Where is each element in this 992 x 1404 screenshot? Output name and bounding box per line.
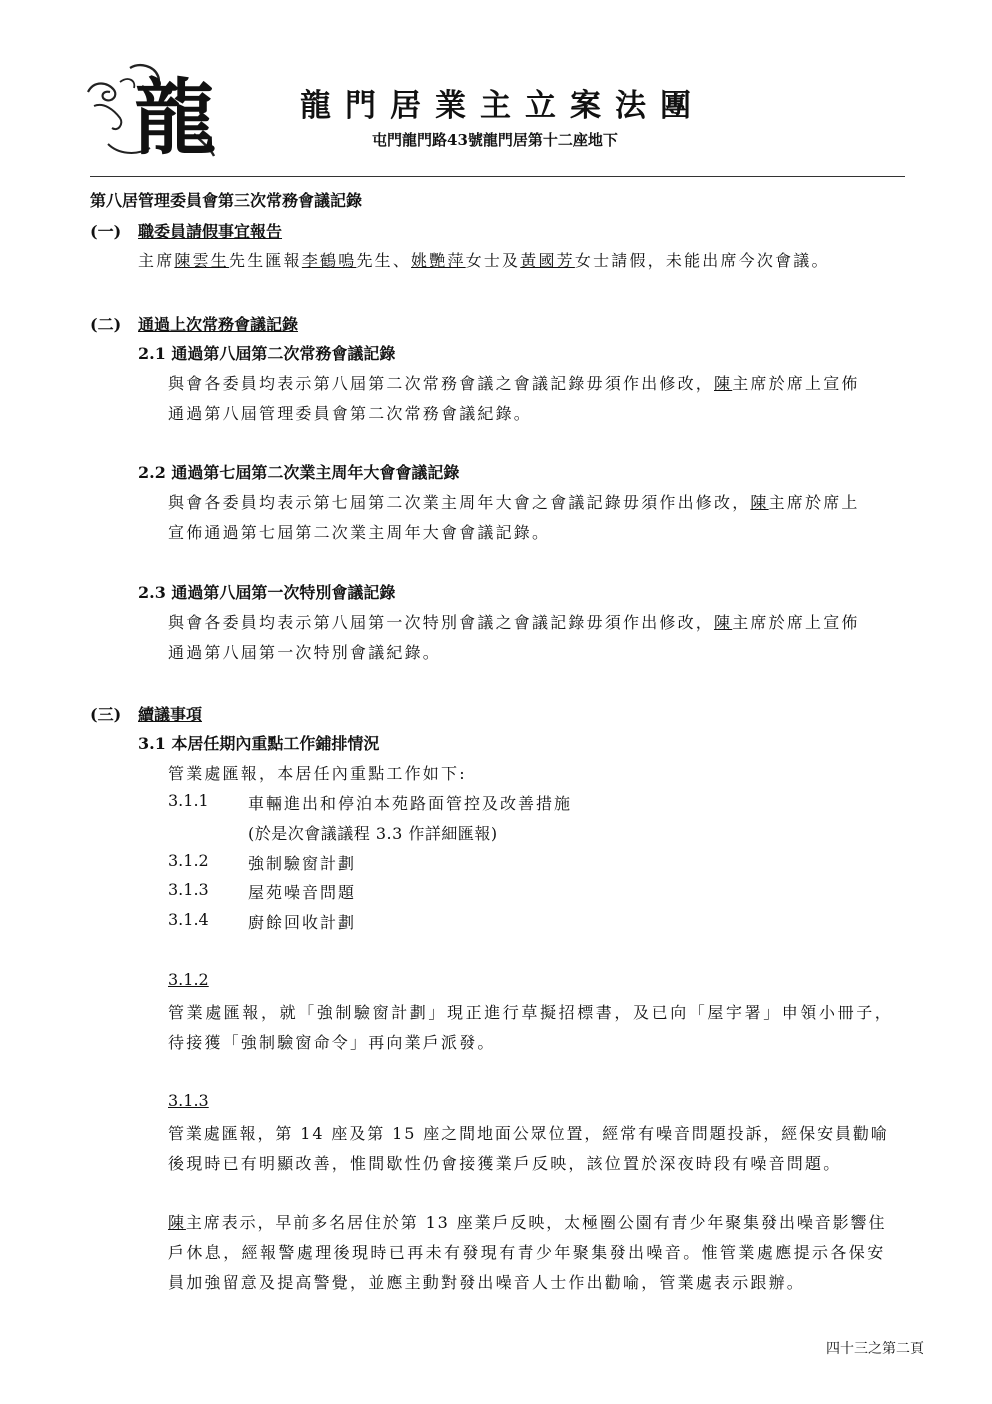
dragon-logo [84,62,216,160]
section-2-number: (二) [90,315,122,334]
subsection-2-2-line-1: 與會各委員均表示第七屆第二次業主周年大會之會議記錄毋須作出修改，陳主席於席上 [168,493,860,512]
detail-3-1-3-para-2-line-1: 陳主席表示，早前多名居住於第 13 座業戶反映，太極圈公園有青少年聚集發出噪音影響住 [168,1213,887,1232]
detail-3-1-2-heading: 3.1.2 [168,970,209,989]
subsection-2-2-title: 2.2 通過第七屆第二次業主周年大會會議記錄 [138,463,460,482]
organization-name: 龍門居業主立案法團 [300,88,705,124]
section-3-number: (三) [90,705,122,724]
detail-3-1-3-line-1: 管業處匯報，第 14 座及第 15 座之間地面公眾位置，經常有噪音問題投訴，經保安員勸喻 [168,1124,889,1143]
list-item-text: 強制驗窗計劃 [248,854,357,873]
detail-3-1-3-line-2: 後現時已有明顯改善，惟間歇性仍會接獲業戶反映，該位置於深夜時段有噪音問題。 [168,1154,842,1173]
name-chairman: 陳雲生 [174,251,230,270]
subsection-2-2-line-2: 宣佈通過第七屆第二次業主周年大會會議記錄。 [168,523,551,542]
section-1-paragraph: 主席陳雲生先生匯報李鶴鳴先生、姚艷萍女士及黃國芳女士請假，未能出席今次會議。 [138,251,830,270]
section-2-title: 通過上次常務會議記錄 [138,315,299,334]
list-item-note: (於是次會議議程 3.3 作詳細匯報) [248,824,498,843]
organization-address: 屯門龍門路43號龍門居第十二座地下 [372,131,618,149]
subsection-2-1-title: 2.1 通過第八屆第二次常務會議記錄 [138,344,396,363]
detail-3-1-2-line-2: 待接獲「強制驗窗命令」再向業戶派發。 [168,1033,496,1052]
section-1-number: (一) [90,222,122,241]
logo-character: 龍 [134,70,216,160]
subsection-2-3-line-2: 通過第八屆第一次特別會議紀錄。 [168,643,442,662]
section-3-title: 續議事項 [138,705,203,724]
list-item-text: 車輛進出和停泊本苑路面管控及改善措施 [248,794,573,813]
list-item-number: 3.1.4 [168,910,209,929]
meeting-title: 第八居管理委員會第三次常務會議記錄 [90,191,363,210]
detail-3-1-3-para-2-line-2: 戶休息，經報警處理後現時已再未有發現有青少年聚集發出噪音。惟管業處應提示各保安 [168,1243,886,1262]
subsection-2-3-title: 2.3 通過第八屆第一次特別會議記錄 [138,583,396,602]
list-item-number: 3.1.3 [168,880,209,899]
page-number: 四十三之第二頁 [826,1341,924,1357]
name-absent-2: 姚艷萍 [411,251,466,270]
list-item-number: 3.1.2 [168,851,209,870]
subsection-2-1-line-1: 與會各委員均表示第八屆第二次常務會議之會議記錄毋須作出修改，陳主席於席上宣佈 [168,374,860,393]
detail-3-1-3-heading: 3.1.3 [168,1091,209,1110]
subsection-2-3-line-1: 與會各委員均表示第八屆第一次特別會議之會議記錄毋須作出修改，陳主席於席上宣佈 [168,613,860,632]
name-absent-3: 黃國芳 [520,251,575,270]
name-absent-1: 李鶴鳴 [301,251,357,270]
subsection-3-1-intro: 管業處匯報，本居任內重點工作如下: [168,764,467,783]
header-divider [90,176,905,177]
subsection-3-1-title: 3.1 本居任期內重點工作鋪排情況 [138,734,380,753]
list-item-text: 屋苑噪音問題 [248,883,357,902]
detail-3-1-2-line-1: 管業處匯報，就「強制驗窗計劃」現正進行草擬招標書，及已向「屋宇署」申領小冊子， [168,1003,894,1022]
subsection-2-1-line-2: 通過第八屆管理委員會第二次常務會議紀錄。 [168,404,533,423]
list-item-number: 3.1.1 [168,791,209,810]
detail-3-1-3-para-2-line-3: 員加強留意及提高警覺，並應主動對發出噪音人士作出勸喻，管業處表示跟辦。 [168,1273,806,1292]
list-item-text: 廚餘回收計劃 [248,913,357,932]
section-1-title: 職委員請假事宜報告 [138,222,283,241]
